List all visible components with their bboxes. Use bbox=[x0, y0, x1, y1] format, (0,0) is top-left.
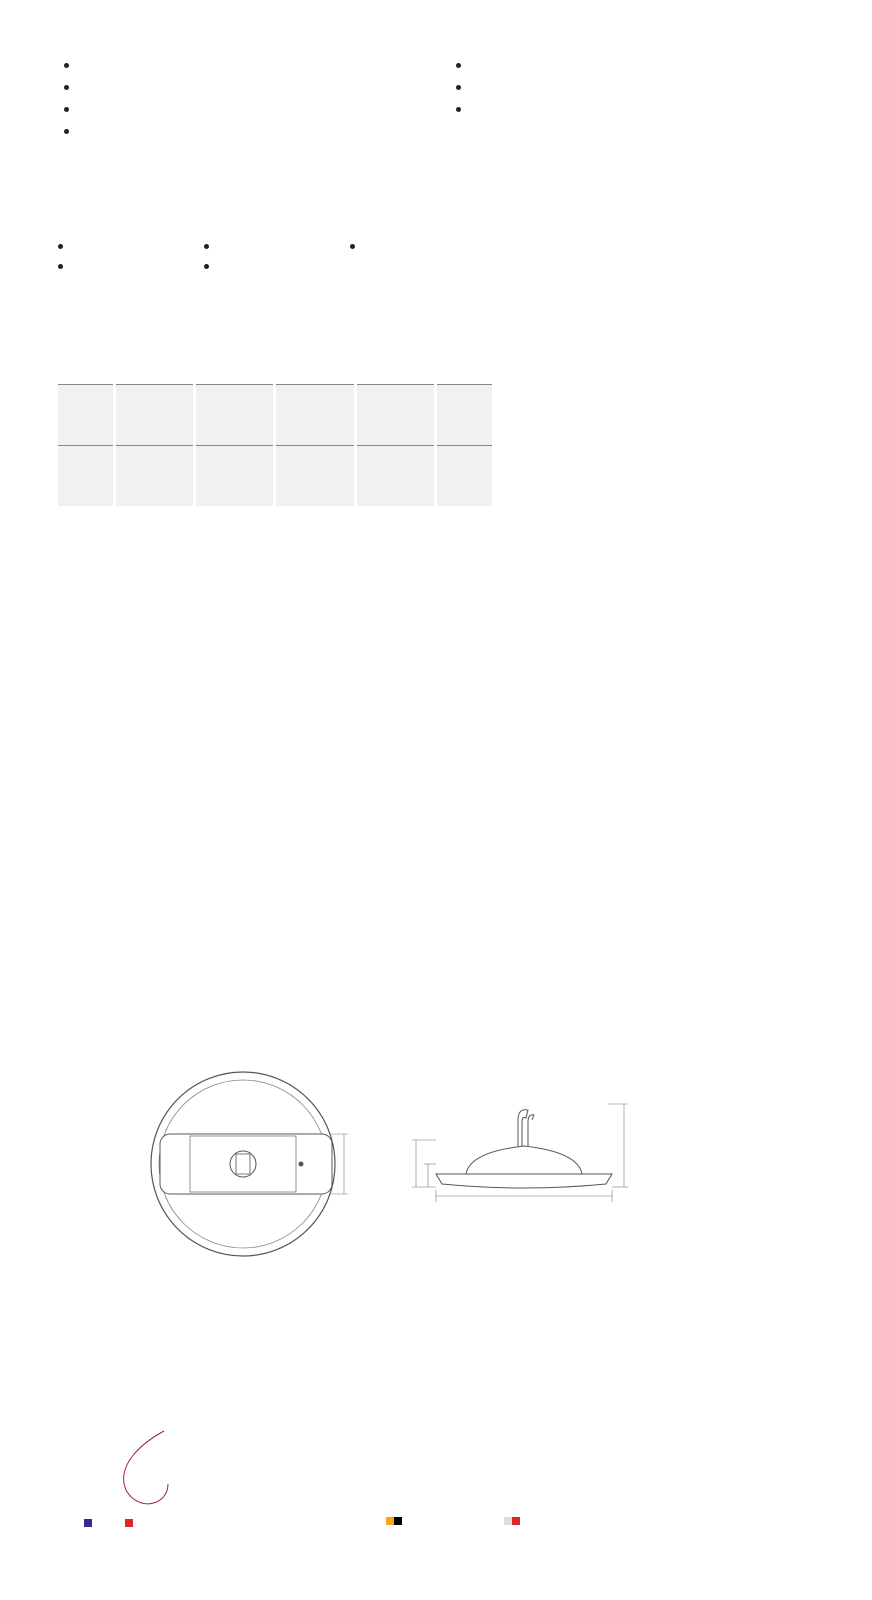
table-cell bbox=[355, 415, 435, 446]
list-item bbox=[64, 103, 78, 117]
table-cell bbox=[275, 385, 355, 416]
list-item bbox=[456, 59, 470, 73]
table-cell bbox=[58, 415, 114, 446]
top-view-drawing bbox=[151, 1072, 348, 1256]
list-item bbox=[64, 59, 78, 73]
table-row bbox=[58, 415, 492, 446]
list-item bbox=[64, 81, 78, 95]
table-cell bbox=[436, 415, 492, 446]
table-cell bbox=[275, 446, 355, 477]
list-item bbox=[64, 125, 78, 139]
bullet-icon bbox=[204, 244, 209, 249]
bullet-icon bbox=[204, 264, 209, 269]
table-cell bbox=[114, 476, 194, 506]
hook bbox=[528, 1115, 534, 1146]
bullet-icon bbox=[456, 63, 461, 68]
table-row bbox=[58, 446, 492, 477]
distribution-curve bbox=[124, 1431, 168, 1504]
list-item bbox=[350, 240, 364, 254]
column-header bbox=[58, 358, 114, 385]
list-item bbox=[58, 260, 72, 274]
column-header bbox=[275, 358, 355, 385]
table-cell bbox=[114, 385, 194, 416]
table-cell bbox=[355, 476, 435, 506]
hook bbox=[518, 1110, 528, 1146]
table-cell bbox=[355, 446, 435, 477]
column-header bbox=[114, 358, 194, 385]
legend-swatch-0h bbox=[84, 1519, 92, 1527]
bullet-icon bbox=[456, 85, 461, 90]
bullet-icon bbox=[64, 129, 69, 134]
table-header-row bbox=[58, 358, 492, 385]
dimension-drawings bbox=[0, 1060, 872, 1270]
legend-swatch-90h bbox=[125, 1519, 133, 1527]
table-cell bbox=[114, 415, 194, 446]
bullet-icon bbox=[350, 244, 355, 249]
legend-swatch-vertical bbox=[386, 1517, 394, 1525]
bullet-icon bbox=[64, 85, 69, 90]
table-cell bbox=[355, 385, 435, 416]
bullet-icon bbox=[58, 264, 63, 269]
hook-base bbox=[230, 1151, 256, 1177]
illuminance-chart bbox=[330, 1352, 650, 1532]
list-item bbox=[58, 240, 72, 254]
table-cell bbox=[195, 446, 275, 477]
table-cell bbox=[58, 385, 114, 416]
table-cell bbox=[275, 476, 355, 506]
table-cell bbox=[436, 385, 492, 416]
table-cell bbox=[114, 446, 194, 477]
table-cell bbox=[195, 415, 275, 446]
table-cell bbox=[58, 446, 114, 477]
list-item bbox=[204, 240, 218, 254]
legend-swatch-horizontal-light bbox=[504, 1517, 512, 1525]
table-row bbox=[58, 385, 492, 416]
table-row bbox=[58, 476, 492, 506]
table-cell bbox=[275, 415, 355, 446]
lamp-body-outline bbox=[436, 1174, 612, 1188]
table-cell bbox=[436, 446, 492, 477]
column-header bbox=[436, 358, 492, 385]
lamp-dome bbox=[466, 1146, 582, 1174]
table-cell bbox=[58, 476, 114, 506]
list-item bbox=[456, 103, 470, 117]
bullet-icon bbox=[58, 244, 63, 249]
list-item bbox=[204, 260, 218, 274]
bullet-icon bbox=[64, 63, 69, 68]
table-cell bbox=[195, 476, 275, 506]
column-header bbox=[355, 358, 435, 385]
bullet-icon bbox=[64, 107, 69, 112]
legend-swatch-horizontal bbox=[512, 1517, 520, 1525]
polar-diagram bbox=[0, 1334, 300, 1534]
table-cell bbox=[436, 476, 492, 506]
table-cell bbox=[195, 385, 275, 416]
side-view-drawing bbox=[412, 1104, 628, 1202]
bullet-icon bbox=[456, 107, 461, 112]
order-table bbox=[58, 358, 492, 506]
list-item bbox=[456, 81, 470, 95]
screw-icon bbox=[299, 1162, 304, 1167]
column-header bbox=[195, 358, 275, 385]
legend-swatch-vertical-dark bbox=[394, 1517, 402, 1525]
